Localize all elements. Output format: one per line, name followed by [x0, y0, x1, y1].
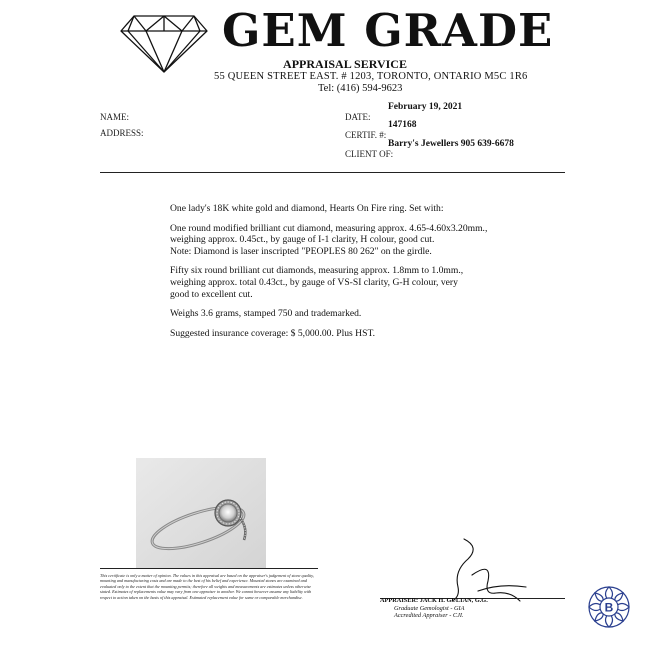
side-diamonds-line-1: Fifty six round brilliant cut diamonds, measuring approx. 1.8mm to 1.0mm., — [170, 265, 464, 277]
ring-photo — [136, 458, 266, 568]
certif-label: CERTIF. #: — [345, 130, 387, 140]
footer-divider-left — [100, 568, 318, 569]
insurance-paragraph: Suggested insurance coverage: $ 5,000.00. Plus HST. — [170, 327, 375, 339]
certif-value: 147168 — [388, 120, 417, 130]
description-intro: One lady's 18K white gold and diamond, Hearts On Fire ring. Set with: — [170, 203, 444, 214]
badge-letter: B — [604, 600, 614, 615]
center-diamond-paragraph — [170, 223, 500, 258]
date-label: DATE: — [345, 112, 371, 122]
brand-subtitle: APPRAISAL SERVICE — [283, 57, 407, 71]
center-diamond-line-2: weighing approx. 0.45ct., by gauge of I-1 clarity, H colour, good cut. — [170, 234, 435, 246]
appraiser-label: APPRAISER: — [380, 597, 419, 604]
company-address: 55 QUEEN STREET EAST. # 1203, TORONTO, ONTARIO M5C 1R6 — [214, 71, 528, 82]
address-label: ADDRESS: — [100, 128, 144, 138]
center-diamond-line-1: One round modified brilliant cut diamond, measuring approx. 4.65-4.60x3.20mm., — [170, 222, 488, 234]
appraiser-credential-2: Accredited Appraiser - CJI. — [394, 612, 464, 620]
name-label: NAME: — [100, 112, 129, 122]
weight-paragraph: Weighs 3.6 grams, stamped 750 and trademarked. — [170, 308, 362, 320]
appraiser-block — [380, 597, 488, 620]
b-badge-icon — [586, 584, 632, 630]
side-diamonds-line-3: good to excellent cut. — [170, 288, 253, 300]
client-value: Barry's Jewellers 905 639-6678 — [388, 139, 514, 149]
appraisal-description — [170, 203, 500, 347]
center-diamond-line-3: Note: Diamond is laser inscripted "PEOPLES 80 262" on the girdle. — [170, 245, 432, 257]
side-diamonds-line-2: weighing approx. total 0.43ct., by gauge of VS-SI clarity, G-H colour, very — [170, 276, 458, 288]
client-label: CLIENT OF: — [345, 149, 394, 159]
appraisal-disclaimer: This certificate is only a matter of opinion. The values in this appraisal are based on the appraiser's judgement of stone quality, mounting and manufacturing costs and are made to the best of his belief and experience. Mounted stones are examined and evaluated only to the extent that the mounting permits; therefore all weights and measurements are estimates unless otherwise stated. Estimates of replacements value may vary from one appraiser to another. We cannot however assume any liability with respect to action taken on the basis of this appraisal. Estimated replacement value for same or comparable merchandise. — [100, 573, 314, 600]
header-divider — [100, 172, 565, 173]
brand-title: GEM GRADE — [222, 4, 554, 57]
date-value: February 19, 2021 — [388, 102, 463, 112]
side-diamonds-paragraph — [170, 265, 500, 300]
appraiser-credential-1: Graduate Gemologist - GIA — [394, 604, 465, 612]
appraiser-name: JACK H. GULIAN, G.G. — [419, 597, 488, 604]
company-phone: Tel: (416) 594-9623 — [318, 83, 403, 94]
